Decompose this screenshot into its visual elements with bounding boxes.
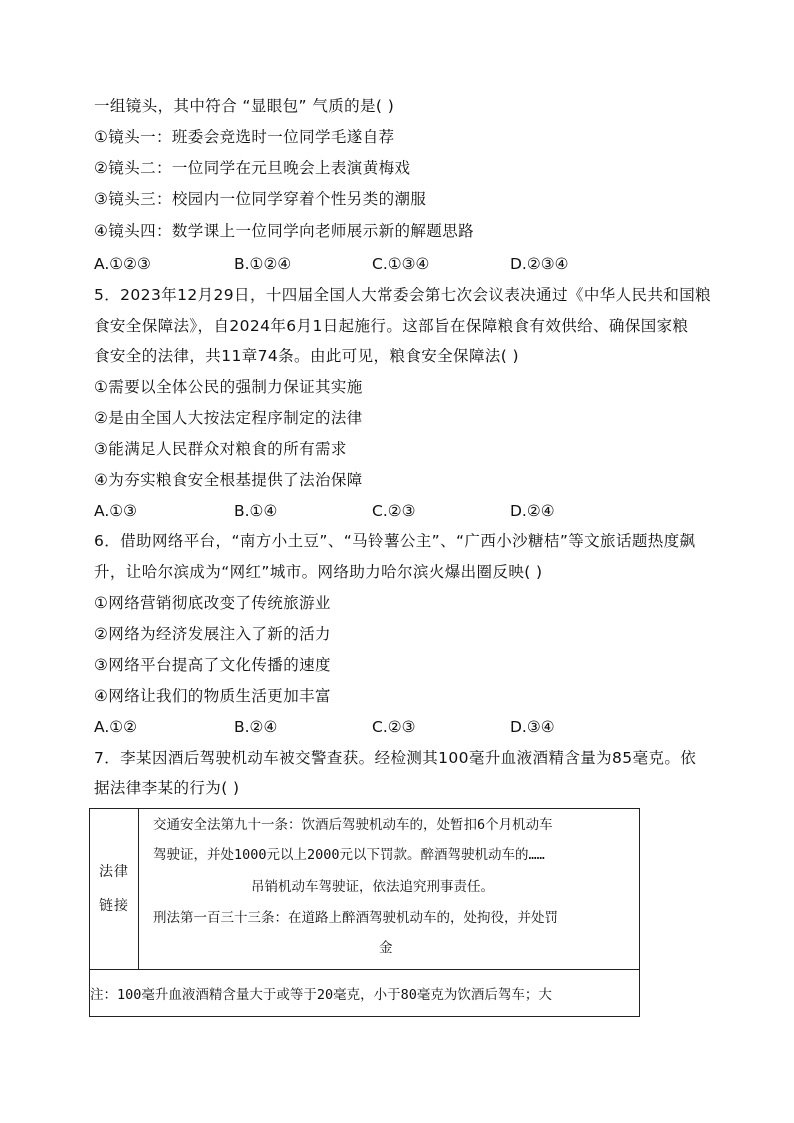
law-line-5: 金 xyxy=(379,940,393,956)
q6-option-b[interactable]: B.②④ xyxy=(234,718,278,736)
q4-option-a[interactable]: A.①②③ xyxy=(94,255,151,273)
q5-item-1: ①需要以全体公民的强制力保证其实施 xyxy=(94,378,363,396)
q5-options xyxy=(94,501,654,521)
law-line-3: 吊销机动车驾驶证，依法追究刑事责任。 xyxy=(251,879,494,895)
law-link-label-line-1: 法律 xyxy=(99,864,129,880)
law-line-1: 交通安全法第九十一条：饮酒后驾驶机动车的，处暂扣6个月机动车 xyxy=(153,817,553,833)
q4-options xyxy=(94,254,654,274)
q4-item-1: ①镜头一：班委会竞选时一位同学毛遂自荐 xyxy=(94,128,395,146)
q6-stem-line-1: 6．借助网络平台，“南方小土豆”、“马铃薯公主”、“广西小沙糖桔”等文旅话题热度飙 xyxy=(94,532,696,550)
q5-item-2: ②是由全国人大按法定程序制定的法律 xyxy=(94,409,363,427)
q6-option-a[interactable]: A.①② xyxy=(94,718,138,736)
q7-stem-line-2: 据法律李某的行为( ) xyxy=(94,779,240,797)
q4-item-4: ④镜头四：数学课上一位同学向老师展示新的解题思路 xyxy=(94,222,474,240)
q5-stem-line-1: 5．2023年12月29日，十四届全国人大常委会第七次会议表决通过《中华人民共和国粮 xyxy=(94,286,712,304)
q5-option-d[interactable]: D.②④ xyxy=(510,502,555,520)
q4-option-c[interactable]: C.①③④ xyxy=(372,255,430,273)
law-line-2: 驾驶证，并处1000元以上2000元以下罚款。醉酒驾驶机动车的…… xyxy=(153,847,545,863)
q7-stem-line-1: 7．李某因酒后驾驶机动车被交警查获。经检测其100毫升血液酒精含量为85毫克。依 xyxy=(94,749,697,767)
q5-stem-line-3: 食安全的法律，共11章74条。由此可见，粮食安全保障法( ) xyxy=(94,347,519,365)
q5-stem-line-2: 食安全保障法》，自2024年6月1日起施行。这部旨在保障粮食有效供给、确保国家粮 xyxy=(94,317,689,335)
q6-option-d[interactable]: D.③④ xyxy=(510,718,555,736)
q6-item-4: ④网络让我们的物质生活更加丰富 xyxy=(94,687,331,705)
law-link-label-line-2: 链接 xyxy=(99,898,129,914)
q6-item-3: ③网络平台提高了文化传播的速度 xyxy=(94,656,331,674)
q6-item-2: ②网络为经济发展注入了新的活力 xyxy=(94,625,331,643)
law-line-4: 刑法第一百三十三条：在道路上醉酒驾驶机动车的，处拘役，并处罚 xyxy=(153,910,558,926)
q6-option-c[interactable]: C.②③ xyxy=(372,718,416,736)
law-note-cell: 注：100毫升血液酒精含量大于或等于20毫克，小于80毫克为饮酒后驾车；大 xyxy=(90,970,640,1017)
q6-options xyxy=(94,717,654,737)
q4-stem: 一组镜头，其中符合 “显眼包” 气质的是( ) xyxy=(94,97,395,115)
law-link-table xyxy=(89,808,640,1017)
q4-item-2: ②镜头二：一位同学在元旦晚会上表演黄梅戏 xyxy=(94,159,411,177)
q5-option-a[interactable]: A.①③ xyxy=(94,502,138,520)
q5-option-b[interactable]: B.①④ xyxy=(234,502,278,520)
q5-item-3: ③能满足人民群众对粮食的所有需求 xyxy=(94,440,347,458)
law-text-box xyxy=(139,809,639,969)
q5-option-c[interactable]: C.②③ xyxy=(372,502,416,520)
q4-item-3: ③镜头三：校园内一位同学穿着个性另类的潮服 xyxy=(94,190,427,208)
q4-option-d[interactable]: D.②③④ xyxy=(510,255,569,273)
law-text-cell xyxy=(139,809,640,970)
q6-item-1: ①网络营销彻底改变了传统旅游业 xyxy=(94,594,331,612)
q6-stem-line-2: 升，让哈尔滨成为“网红”城市。网络助力哈尔滨火爆出圈反映( ) xyxy=(94,563,543,581)
q4-option-b[interactable]: B.①②④ xyxy=(234,255,292,273)
law-link-label-cell xyxy=(90,809,139,970)
q5-item-4: ④为夯实粮食安全根基提供了法治保障 xyxy=(94,471,363,489)
